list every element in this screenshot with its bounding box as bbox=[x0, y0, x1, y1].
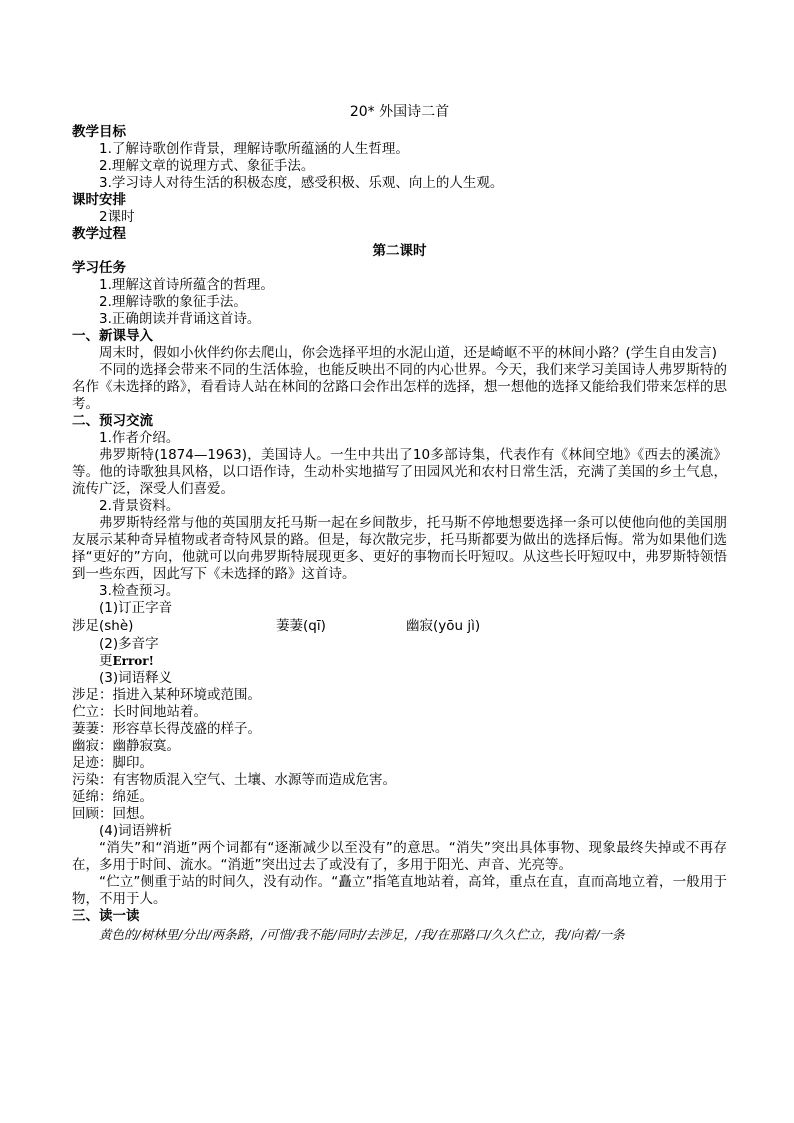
vocab-label: (3)词语释义 bbox=[99, 670, 173, 686]
vocab-item: 伫立：长时间地站着。 bbox=[72, 704, 207, 720]
analysis-label: (4)词语辨析 bbox=[99, 823, 173, 839]
pronunciation-item: 幽寂(yōu jì) bbox=[406, 618, 481, 634]
process-heading: 教学过程 bbox=[72, 226, 126, 242]
background-text: 弗罗斯特经常与他的英国朋友托马斯一起在乡间散步，托马斯不停地想要选择一条可以使他向他的美国朋友展示某种奇异植物或者奇特风景的路。但是，每次散完步，托马斯都要为做出的选择后悔。常为如果他们选择“更好的”方向，他就可以向弗罗斯特展现更多、更好的事物而长吁短叹。从这些长吁短叹中，弗罗斯特领悟到一些东西，因此写下《未选择的路》这首诗。 bbox=[72, 515, 727, 582]
intro-heading: 一、新课导入 bbox=[72, 328, 153, 344]
background-label: 2.背景资料。 bbox=[99, 498, 180, 514]
vocab-item: 污染：有害物质混入空气、土壤、水源等而造成危害。 bbox=[72, 772, 396, 788]
vocab-item: 延绵：绵延。 bbox=[72, 789, 153, 805]
goal-item: 2.理解文章的说理方式、象征手法。 bbox=[99, 158, 315, 174]
vocab-item: 萋萋：形容草长得茂盛的样子。 bbox=[72, 721, 261, 737]
session-title: 第二课时 bbox=[372, 243, 427, 259]
vocab-item: 回顾：回想。 bbox=[72, 806, 153, 822]
author-label: 1.作者介绍。 bbox=[99, 430, 180, 446]
document-title: 20* 外国诗二首 bbox=[349, 104, 450, 120]
pronunciation-row bbox=[72, 617, 727, 636]
vocab-item: 足迹：脚印。 bbox=[72, 755, 153, 771]
vocab-item: 涉足：指进入某种环境或范围。 bbox=[72, 687, 261, 703]
analysis-paragraph: “消失”和“消逝”两个词都有“逐渐减少以至没有”的意思。“消失”突出具体事物、现象最终失掉或不再存在，多用于时间、流水。“消逝”突出过去了或没有了，多用于阳光、声音、光亮等。 bbox=[72, 840, 727, 873]
intro-paragraph: 周末时，假如小伙伴约你去爬山，你会选择平坦的水泥山道，还是崎岖不平的林间小路？(学生自由发言) bbox=[99, 345, 718, 361]
field-error-text: Error! bbox=[112, 654, 154, 668]
goal-item: 3.学习诗人对待生活的积极态度，感受积极、乐观、向上的人生观。 bbox=[99, 175, 504, 191]
vocab-item: 幽寂：幽静寂寞。 bbox=[72, 738, 180, 754]
polyphone-row bbox=[72, 653, 727, 670]
author-text: 弗罗斯特(1874—1963)，美国诗人。一生中共出了10多部诗集，代表作有《林间空地》《西去的溪流》等。他的诗歌独具风格，以口语作诗，生动朴实地描写了田园风光和农村日常生活，充满了美国的乡土气息，流传广泛，深受人们喜爱。 bbox=[72, 447, 727, 497]
goals-heading: 教学目标 bbox=[72, 124, 126, 140]
preview-heading: 二、预习交流 bbox=[72, 413, 153, 429]
pronunciation-item: 涉足(shè) bbox=[72, 618, 134, 634]
polyphone-label: (2)多音字 bbox=[99, 636, 159, 652]
reading-heading: 三、读一读 bbox=[72, 908, 140, 924]
analysis-paragraph: “伫立”侧重于站的时间久，没有动作。“矗立”指笔直地站着，高耸，重点在直，直而高地立着，一般用于物，不用于人。 bbox=[72, 874, 727, 907]
task-item: 1.理解这首诗所蕴含的哲理。 bbox=[99, 277, 274, 293]
task-item: 2.理解诗歌的象征手法。 bbox=[99, 294, 247, 310]
goal-item: 1.了解诗歌创作背景，理解诗歌所蕴涵的人生哲理。 bbox=[99, 141, 409, 157]
document-page bbox=[72, 102, 727, 944]
pronunciation-item: 萋萋(qī) bbox=[276, 618, 326, 634]
tasks-heading: 学习任务 bbox=[72, 260, 126, 276]
intro-paragraph: 不同的选择会带来不同的生活体验，也能反映出不同的内心世界。今天，我们来学习美国诗人弗罗斯特的名作《未选择的路》，看看诗人站在林间的岔路口会作出怎样的选择，想一想他的选择又能给我们带来怎样的思考。 bbox=[72, 362, 727, 412]
check-label: 3.检查预习。 bbox=[99, 583, 180, 599]
reading-line: 黄色的/树林里/分出/两条路，/可惜/我不能/同时/去涉足，/我/在那路口/久久伫立，我/向着/一条 bbox=[99, 927, 625, 942]
pronunciation-label: (1)订正字音 bbox=[99, 600, 173, 616]
schedule-heading: 课时安排 bbox=[72, 192, 126, 208]
polyphone-char: 更 bbox=[99, 653, 113, 669]
schedule-value: 2课时 bbox=[99, 209, 135, 225]
task-item: 3.正确朗读并背诵这首诗。 bbox=[99, 311, 261, 327]
